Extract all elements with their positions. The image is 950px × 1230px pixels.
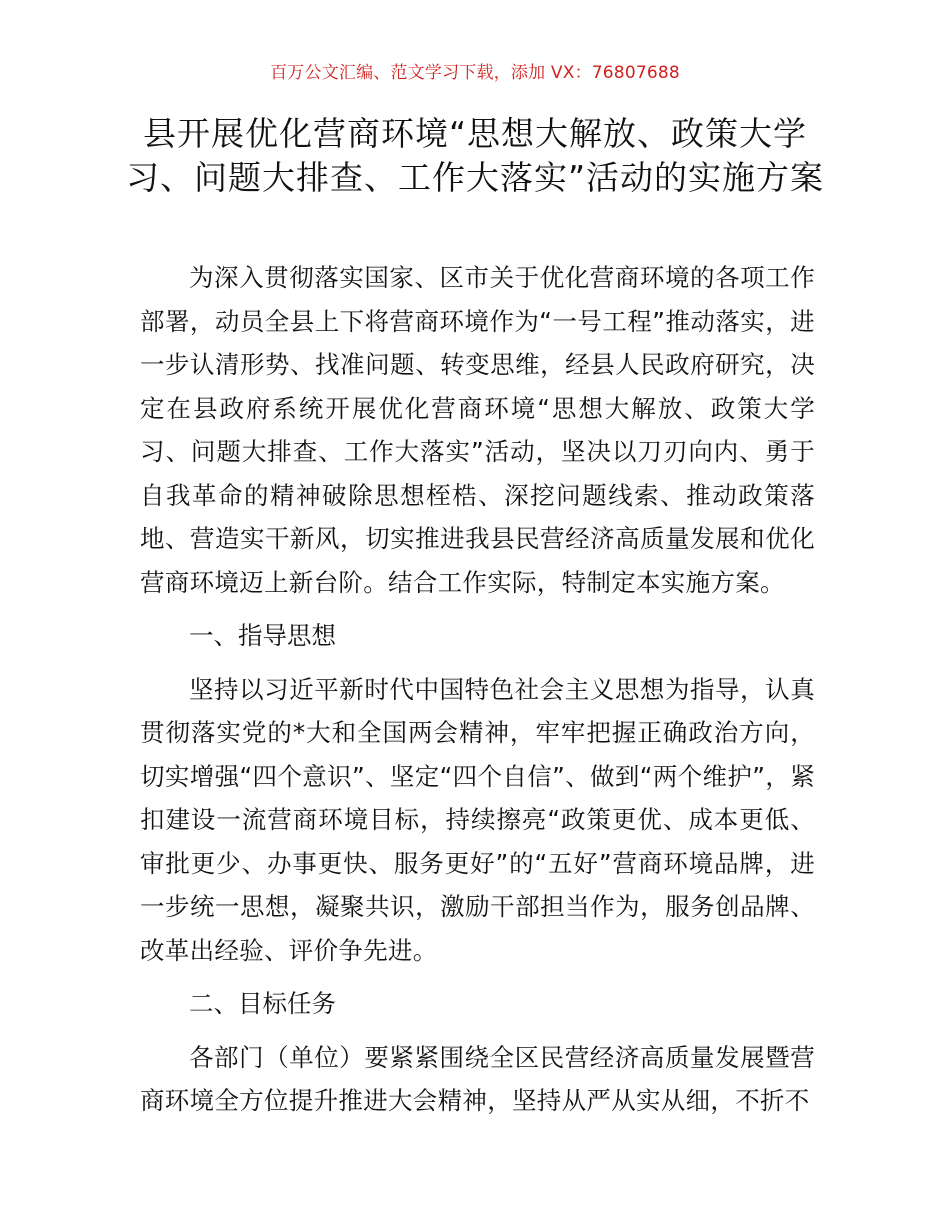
intro-paragraph: 为深入贯彻落实国家、区市关于优化营商环境的各项工作部署，动员全县上下将营商环境作为“一号工程”推动落实，进一步认清形势、找准问题、转变思维，经县人民政府研究，决定在县政府系统开展优化营商环境“思想大解放、政策大学习、问题大排查、工作大落实”活动，坚决以刀刃向内、勇于自我革命的精神破除思想桎梏、深挖问题线索、推动政策落地、营造实干新风，切实推进我县民营经济高质量发展和优化营商环境迈上新台阶。结合工作实际，特制定本实施方案。 — [140, 263, 815, 597]
section-heading-goals-tasks: 二、目标任务 — [189, 989, 336, 1018]
document-body — [140, 256, 815, 1123]
section-heading-guiding-ideology: 一、指导思想 — [189, 621, 336, 650]
header-note: 百万公文汇编、范文学习下载，添加 VX：76807688 — [270, 63, 680, 83]
document-title: 县开展优化营商环境“思想大解放、政策大学习、问题大排查、工作大落实”活动的实施方案 — [125, 114, 825, 197]
guiding-ideology-paragraph: 坚持以习近平新时代中国特色社会主义思想为指导，认真贯彻落实党的*大和全国两会精神，牢牢把握正确政治方向，切实增强“四个意识”、坚定“四个自信”、做到“两个维护”，紧扣建设一流营商环境目标，持续擦亮“政策更优、成本更低、审批更少、办事更快、服务更好”的“五好”营商环境品牌，进一步统一思想，凝聚共识，激励干部担当作为，服务创品牌、改革出经验、评价争先进。 — [140, 674, 815, 965]
goals-tasks-paragraph: 各部门（单位）要紧紧围绕全区民营经济高质量发展暨营商环境全方位提升推进大会精神，坚持从严从实从细，不折不 — [140, 1042, 815, 1115]
